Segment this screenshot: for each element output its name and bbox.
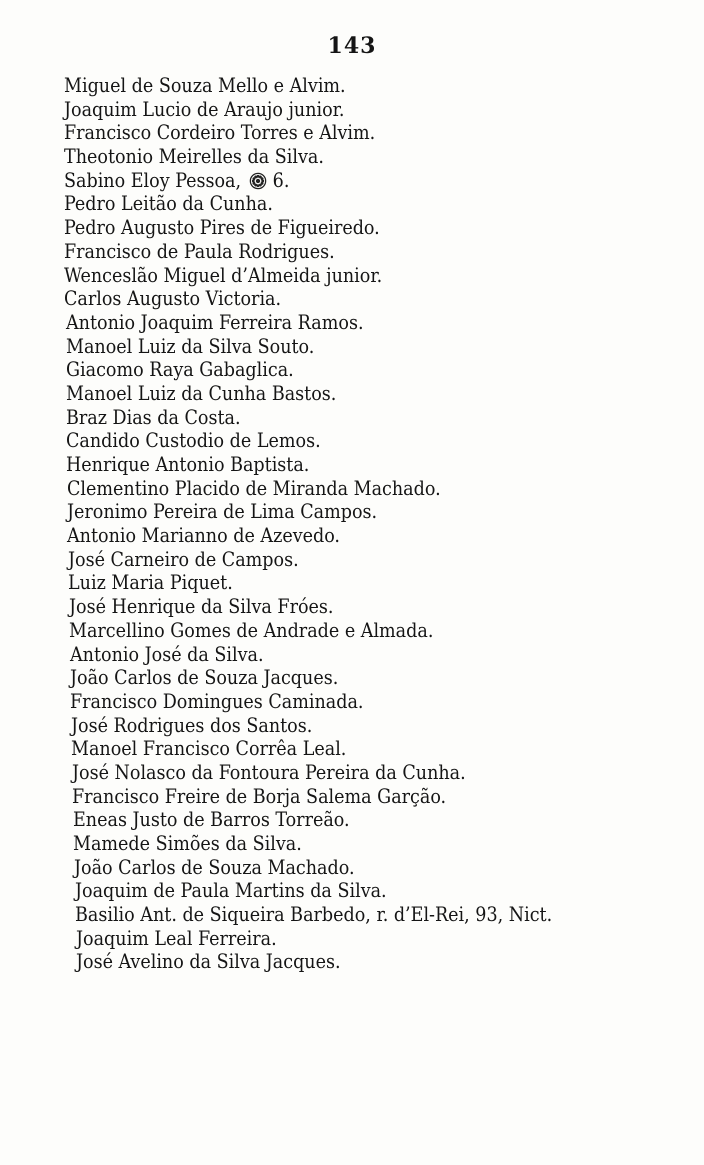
name-text: Pedro Augusto Pires de Figueiredo. bbox=[64, 216, 380, 240]
name-text: José Carneiro de Campos. bbox=[68, 547, 299, 571]
name-line bbox=[0, 500, 552, 524]
name-line bbox=[0, 737, 552, 761]
name-text: José Henrique da Silva Fróes. bbox=[69, 595, 334, 619]
name-text: Joaquim Leal Ferreira. bbox=[76, 926, 277, 950]
page-number: 143 bbox=[327, 33, 377, 59]
name-text: João Carlos de Souza Machado. bbox=[74, 855, 355, 879]
name-line bbox=[0, 192, 552, 216]
name-text: Eneas Justo de Barros Torreão. bbox=[73, 808, 350, 832]
rosette-icon bbox=[249, 172, 267, 190]
name-line bbox=[0, 477, 552, 501]
name-line bbox=[0, 382, 552, 406]
name-line bbox=[0, 785, 552, 809]
name-line bbox=[0, 216, 552, 240]
name-text: Antonio Marianno de Azevedo. bbox=[67, 524, 340, 548]
name-text: Miguel de Souza Mello e Alvim. bbox=[64, 74, 346, 97]
name-text: Basilio Ant. de Siqueira Barbedo, r. d’El-Rei, 93, Nict. bbox=[75, 903, 553, 927]
name-line bbox=[0, 761, 552, 785]
name-line bbox=[0, 264, 552, 288]
name-line bbox=[0, 808, 552, 832]
name-line bbox=[0, 879, 552, 903]
name-line bbox=[0, 98, 552, 122]
name-line bbox=[0, 856, 552, 880]
name-text: Pedro Leitão da Cunha. bbox=[64, 192, 273, 216]
name-line bbox=[0, 950, 552, 974]
name-text: Manoel Luiz da Silva Souto. bbox=[66, 334, 315, 358]
name-line bbox=[0, 927, 552, 951]
name-line bbox=[0, 358, 552, 382]
name-line bbox=[0, 453, 552, 477]
name-line bbox=[0, 524, 552, 548]
name-text: José Avelino da Silva Jacques. bbox=[76, 950, 341, 974]
name-line bbox=[0, 903, 552, 927]
name-line bbox=[0, 714, 552, 738]
name-line bbox=[0, 548, 552, 572]
name-line bbox=[0, 74, 552, 98]
name-line bbox=[0, 287, 552, 311]
name-text: Francisco de Paula Rodrigues. bbox=[64, 239, 335, 263]
name-line bbox=[0, 690, 552, 714]
name-text: Manoel Francisco Corrêa Leal. bbox=[71, 737, 347, 761]
name-text: José Nolasco da Fontoura Pereira da Cunha. bbox=[72, 760, 466, 784]
name-text: Carlos Augusto Victoria. bbox=[64, 287, 282, 311]
name-text: João Carlos de Souza Jacques. bbox=[70, 666, 339, 690]
name-text: José Rodrigues dos Santos. bbox=[71, 713, 313, 737]
name-text: Francisco Cordeiro Torres e Alvim. bbox=[64, 121, 376, 145]
name-text: Jeronimo Pereira de Lima Campos. bbox=[67, 500, 378, 524]
name-text: Luiz Maria Piquet. bbox=[68, 571, 233, 595]
name-text: Clementino Placido de Miranda Machado. bbox=[67, 476, 441, 500]
name-text: Mamede Simões da Silva. bbox=[73, 832, 302, 855]
name-text: Antonio José da Silva. bbox=[70, 642, 264, 666]
name-text: Wenceslão Miguel d’Almeida junior. bbox=[64, 263, 383, 287]
name-line bbox=[0, 335, 552, 359]
name-line bbox=[0, 145, 552, 169]
name-suffix: 6. bbox=[272, 168, 290, 192]
name-line bbox=[0, 121, 552, 145]
name-text: Theotonio Meirelles da Silva. bbox=[64, 145, 324, 169]
name-text: Francisco Freire de Borja Salema Garção. bbox=[72, 784, 447, 808]
name-line bbox=[0, 595, 552, 619]
name-text: Marcellino Gomes de Andrade e Almada. bbox=[69, 618, 434, 642]
name-line bbox=[0, 832, 552, 856]
name-line bbox=[0, 406, 552, 430]
name-text: Manoel Luiz da Cunha Bastos. bbox=[66, 381, 337, 405]
name-line bbox=[0, 571, 552, 595]
name-line bbox=[0, 311, 552, 335]
name-text: Henrique Antonio Baptista. bbox=[66, 453, 310, 476]
name-text: Joaquim Lucio de Araujo junior. bbox=[64, 97, 345, 121]
name-line bbox=[0, 643, 552, 667]
name-line bbox=[0, 619, 552, 643]
name-line bbox=[0, 240, 552, 264]
name-line bbox=[0, 169, 552, 193]
name-text: Joaquim de Paula Martins da Silva. bbox=[75, 879, 387, 903]
name-text: Braz Dias da Costa. bbox=[66, 405, 241, 429]
name-line bbox=[0, 429, 552, 453]
name-text: Giacomo Raya Gabaglica. bbox=[66, 358, 294, 382]
name-text: Francisco Domingues Caminada. bbox=[70, 689, 364, 713]
name-text: Antonio Joaquim Ferreira Ramos. bbox=[66, 310, 364, 334]
names-list bbox=[0, 74, 552, 974]
name-text: Sabino Eloy Pessoa, bbox=[64, 168, 242, 192]
name-text: Candido Custodio de Lemos. bbox=[66, 429, 321, 453]
name-line bbox=[0, 666, 552, 690]
